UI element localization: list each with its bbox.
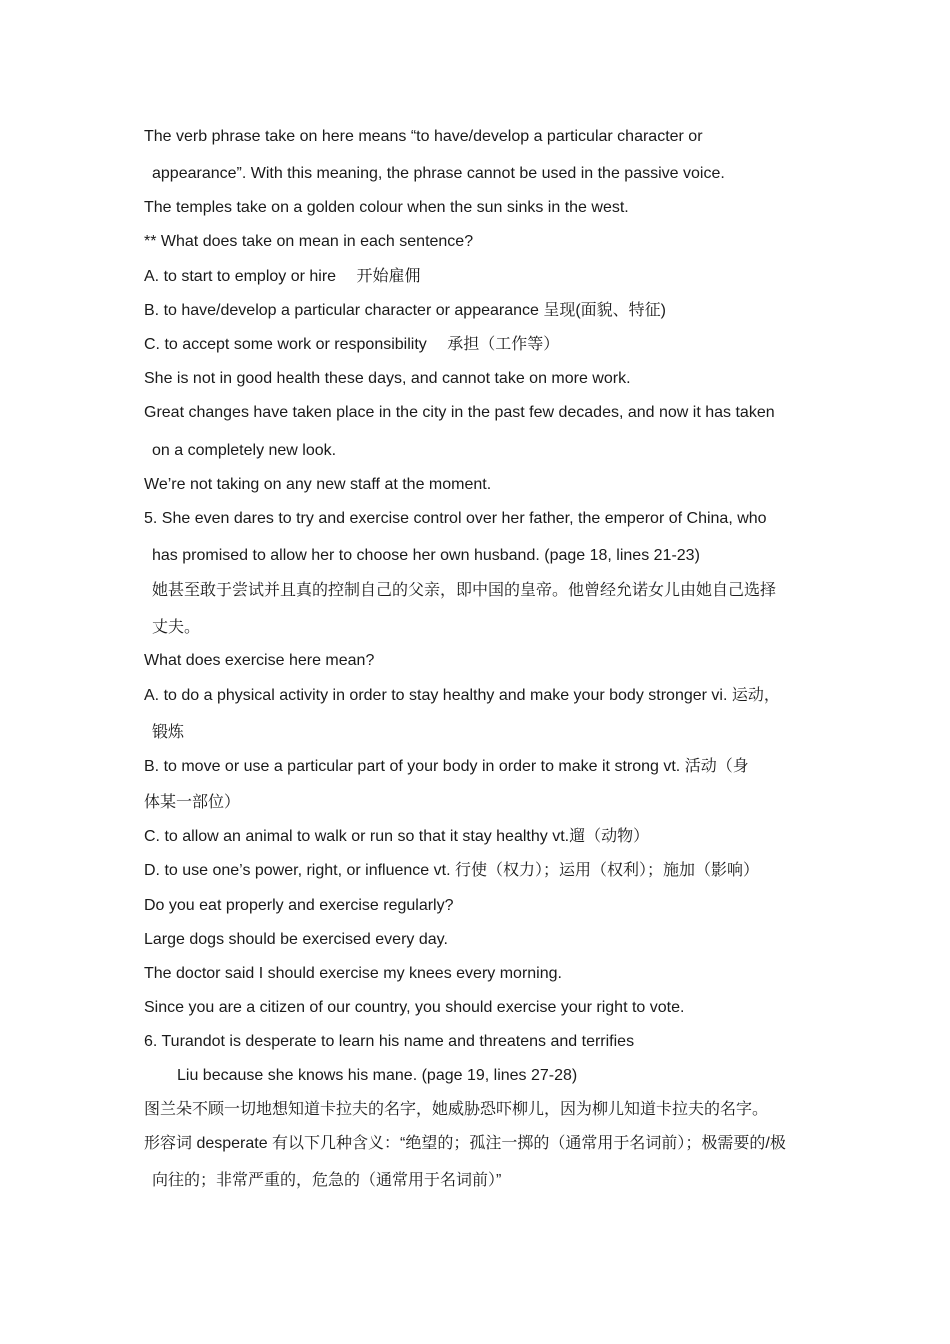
text-line: B. to have/develop a particular character or appearance 呈现(面貌、特征) bbox=[144, 302, 667, 319]
text-line: on a completely new look. bbox=[152, 442, 337, 459]
text-line: Do you eat properly and exercise regularly? bbox=[144, 897, 454, 914]
text-line: The temples take on a golden colour when the sun sinks in the west. bbox=[144, 199, 629, 216]
text-line: 她甚至敢于尝试并且真的控制自己的父亲，即中国的皇帝。他曾经允诺女儿由她自己选择 bbox=[152, 582, 777, 599]
text-line: C. to accept some work or responsibility 承担（工作等） bbox=[144, 336, 560, 353]
text-line: Since you are a citizen of our country, you should exercise your right to vote. bbox=[144, 999, 685, 1016]
text-line: The verb phrase take on here means “to have/develop a particular character or bbox=[144, 128, 703, 145]
text-line: ** What does take on mean in each sentence? bbox=[144, 233, 474, 250]
text-line: She is not in good health these days, and cannot take on more work. bbox=[144, 370, 631, 387]
text-line: 体某一部位） bbox=[144, 794, 241, 811]
text-line: We’re not taking on any new staff at the moment. bbox=[144, 476, 492, 493]
text-line: B. to move or use a particular part of your body in order to make it strong vt. 活动（身 bbox=[144, 758, 749, 775]
text-line: has promised to allow her to choose her own husband. (page 18, lines 21-23) bbox=[152, 547, 700, 564]
text-line: appearance”. With this meaning, the phrase cannot be used in the passive voice. bbox=[152, 165, 725, 182]
text-line: 图兰朵不顾一切地想知道卡拉夫的名字，她威胁恐吓柳儿，因为柳儿知道卡拉夫的名字。 bbox=[144, 1101, 769, 1118]
text-line: 锻炼 bbox=[152, 724, 185, 741]
text-line: 5. She even dares to try and exercise control over her father, the emperor of China, who bbox=[144, 510, 767, 527]
text-line: D. to use one’s power, right, or influence vt. 行使（权力）；运用（权利）；施加（影响） bbox=[144, 862, 759, 879]
text-line: 向往的；非常严重的，危急的（通常用于名词前）” bbox=[152, 1172, 502, 1189]
text-line: Liu because she knows his mane. (page 19, lines 27-28) bbox=[177, 1067, 578, 1084]
text-line: What does exercise here mean? bbox=[144, 652, 375, 669]
text-line: 丈夫。 bbox=[152, 619, 201, 636]
text-line: Large dogs should be exercised every day. bbox=[144, 931, 448, 948]
text-line: 形容词 desperate 有以下几种含义：“绝望的；孤注一掷的（通常用于名词前）；极需要的/极 bbox=[144, 1135, 786, 1152]
text-line: 6. Turandot is desperate to learn his name and threatens and terrifies bbox=[144, 1033, 635, 1050]
text-line: A. to do a physical activity in order to stay healthy and make your body stronger vi. 运动， bbox=[144, 687, 780, 704]
text-line: A. to start to employ or hire 开始雇佣 bbox=[144, 268, 421, 285]
text-line: The doctor said I should exercise my knees every morning. bbox=[144, 965, 562, 982]
text-line: C. to allow an animal to walk or run so that it stay healthy vt.遛（动物） bbox=[144, 828, 650, 845]
text-line: Great changes have taken place in the city in the past few decades, and now it has taken bbox=[144, 404, 775, 421]
